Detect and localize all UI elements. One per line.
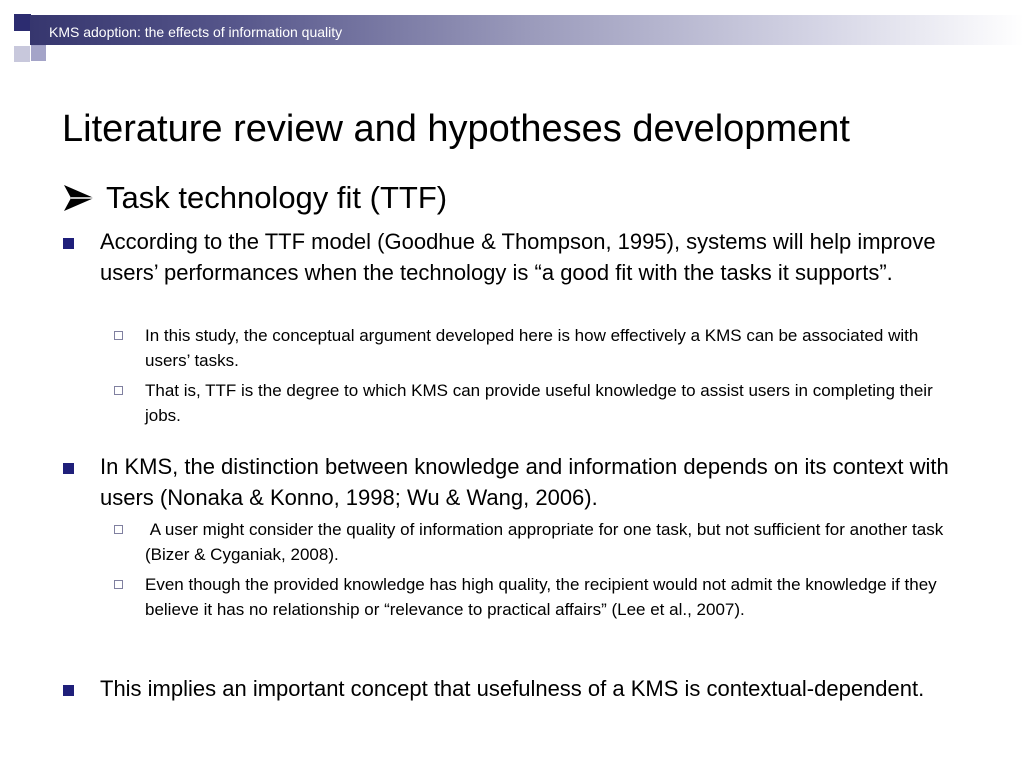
- hollow-square-bullet-icon: [114, 525, 123, 534]
- sub-bullet-item: [145, 324, 965, 373]
- sub-bullet-text: That is, TTF is the degree to which KMS can provide useful knowledge to assist users in completing their jobs.: [145, 381, 933, 425]
- sub-bullet-text: Even though the provided knowledge has high quality, the recipient would not admit the knowledge if they believe it has no relationship or “relevance to practical affairs” (Lee et al., 2007).: [145, 575, 937, 619]
- hollow-square-bullet-icon: [114, 386, 123, 395]
- sub-bullet-item: [145, 518, 965, 567]
- square-bullet-icon: [63, 685, 74, 696]
- square-bullet-icon: [63, 463, 74, 474]
- arrow-bullet-icon: [62, 183, 96, 213]
- decor-square: [31, 46, 46, 61]
- sub-bullet-item: [145, 379, 965, 428]
- bullet-text: According to the TTF model (Goodhue & Thompson, 1995), systems will help improve users’ performances when the technology is “a good fit with the tasks it supports”.: [100, 229, 936, 285]
- decor-square: [14, 46, 30, 62]
- hollow-square-bullet-icon: [114, 331, 123, 340]
- slide-title: Literature review and hypotheses development: [62, 108, 850, 150]
- bullet-text: This implies an important concept that usefulness of a KMS is contextual-dependent.: [100, 676, 925, 701]
- sub-bullet-text: In this study, the conceptual argument developed here is how effectively a KMS can be associated with users’ tasks.: [145, 326, 919, 370]
- bullet-item: [100, 227, 980, 288]
- bullet-item: [100, 452, 980, 513]
- slide-subtitle: [62, 176, 447, 220]
- decor-square: [14, 14, 31, 31]
- sub-bullet-text: A user might consider the quality of information appropriate for one task, but not sufficient for another task (Bizer & Cyganiak, 2008).: [145, 520, 948, 564]
- sub-bullet-item: [145, 573, 965, 622]
- hollow-square-bullet-icon: [114, 580, 123, 589]
- header-text: KMS adoption: the effects of information quality: [49, 24, 343, 40]
- square-bullet-icon: [63, 238, 74, 249]
- bullet-text: In KMS, the distinction between knowledge and information depends on its context with users (Nonaka & Konno, 1998; Wu & Wang, 2006).: [100, 454, 949, 510]
- subtitle-text: Task technology fit (TTF): [106, 180, 448, 215]
- bullet-item: [100, 674, 980, 705]
